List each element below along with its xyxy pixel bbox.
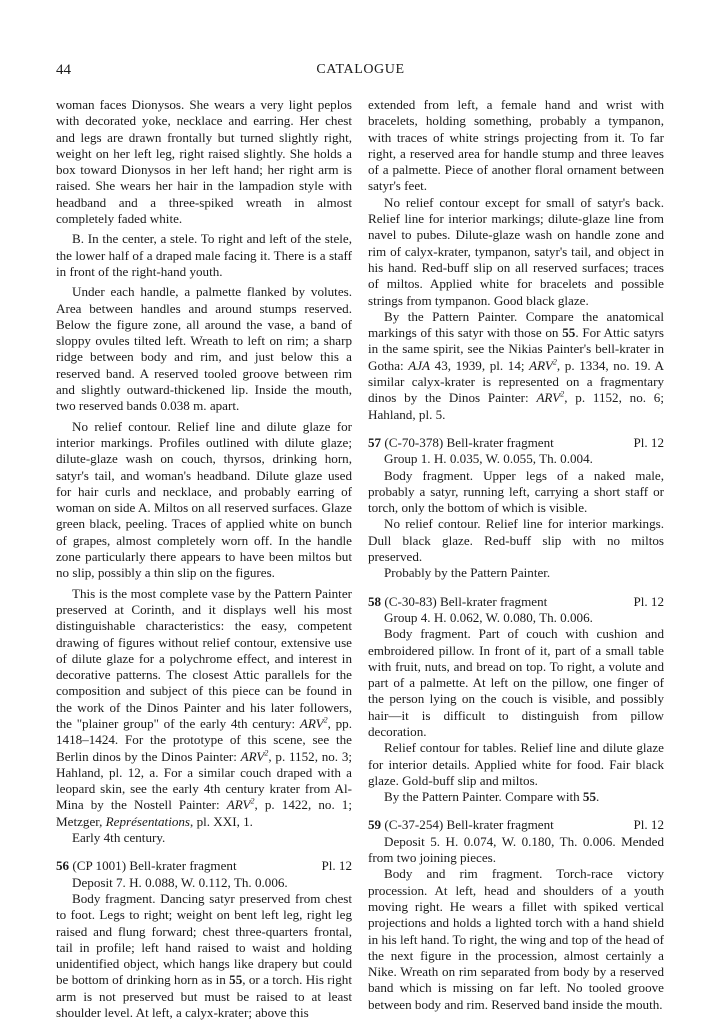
- entry-dimensions: Deposit 5. H. 0.074, W. 0.180, Th. 0.006. Mended from two joining pieces.: [368, 833, 664, 866]
- paragraph: Under each handle, a palmette flanked by volutes. Area between handles and around stumps reserved. Below the figure zone, all around the vase, a band of sloppy ovules tilted left. Wreath to left on rim; a sharp ridge between body and rim, and just below this a reserved band. A reserved tooled groove between rim and slightly outward-thickened lip. Inside the mouth, two reserved bands 0.038 m. apart.: [56, 284, 352, 414]
- entry-title: (CP 1001) Bell-krater fragment: [72, 858, 237, 874]
- entry-title: (C-30-83) Bell-krater fragment: [384, 593, 548, 609]
- entry-heading: [368, 817, 664, 833]
- cross-ref: 55: [562, 325, 576, 341]
- paragraph: By the Pattern Painter. Compare with 55.: [384, 789, 600, 805]
- arv-ref: ARV$^2$: [299, 715, 328, 731]
- right-column: [368, 97, 664, 1013]
- entry-59: [368, 817, 664, 1013]
- cross-ref: 55: [582, 789, 597, 805]
- arv-ref: ARV$^2$: [226, 797, 255, 813]
- entry-dimensions: Deposit 7. H. 0.088, W. 0.112, Th. 0.006.: [72, 874, 288, 890]
- plate-ref: Pl. 12: [633, 593, 664, 609]
- page-header: [56, 62, 665, 82]
- paragraph: No relief contour except for small of satyr's back. Relief line for interior markings; dilute-glaze line from navel to pubes. Dilute-glaze wash on handle zone and rim of calyx-krater, tympanon, satyr's tail, and object in his hand. Red-buff slip on all reserved surfaces; traces of miltos. Applied white for bracelets and possible strings from tympanon. Good black glaze.: [368, 194, 664, 308]
- plate-ref: Pl. 12: [321, 858, 352, 874]
- plate-ref: Pl. 12: [633, 434, 664, 450]
- cross-ref: 55: [229, 972, 243, 988]
- entry-57: [368, 435, 664, 582]
- paragraph: Body fragment. Upper legs of a naked male, probably a satyr, running left, carrying a short staff or torch, only the bottom of which is visible.: [368, 467, 664, 516]
- entry-title: (C-37-254) Bell-krater fragment: [384, 817, 554, 833]
- entry-number: 58: [368, 593, 382, 609]
- entry-heading: [368, 594, 664, 610]
- journal-ref: AJA: [408, 357, 431, 373]
- plate-ref: Pl. 12: [633, 817, 664, 833]
- entry-title: (C-70-378) Bell-krater fragment: [384, 434, 554, 450]
- paragraph: Body fragment. Part of couch with cushion and embroidered pillow. In front of it, part of a small table with fruit, nuts, and bread on top. To right, a volute and part of a palmette. At left on the pillow, one finger of the person lying on the couch is visible, and possibly hair—it is difficult to distinguish from pillow decoration.: [368, 626, 664, 739]
- entry-heading: [56, 858, 352, 874]
- entry-number: 57: [368, 434, 382, 450]
- reference-title: Représentations: [105, 813, 191, 829]
- page-number: 44: [56, 62, 71, 78]
- paragraph: B. In the center, a stele. To right and left of the stele, the lower half of a draped male facing it. There is a staff in front of the right-hand youth.: [56, 231, 352, 279]
- entry-number: 56: [56, 858, 70, 874]
- paragraph: Probably by the Pattern Painter.: [384, 565, 551, 581]
- paragraph: No relief contour. Relief line and dilute glaze for interior markings. Profiles outlined with dilute glaze; dilute-glaze wash on couch, thyrsos, drinking horn, satyr's tail, and woman's headband. Dilute glaze used for hair curls and necklace, and probably earring of woman on side A. Miltos on all reserved surfaces. Glaze green black, peeling. Traces of applied white on bunch of grapes, almost completely worn off. In the handle zone particularly there appears to have been miltos but no slip, possibly a thin slip on the figures.: [56, 418, 352, 581]
- paragraph: Body and rim fragment. Torch-race victory procession. At left, head and shoulders of a youth moving right. He wears a fillet with spiked vertical projections and holds a lighted torch with a hand shield in his left hand. To right, the wing and top of the head of the next figure in the procession, almost certainly a Nike. Wreath on rim separated from body by a reserved band which is missing on far left. No tooled groove between body and rim. Reserved band inside the mouth.: [368, 866, 664, 1012]
- arv-ref: ARV$^2$: [536, 389, 565, 406]
- paragraph: woman faces Dionysos. She wears a very light peplos with decorated yoke, necklace and earring. Her chest and legs are drawn frontally but turned slightly right, weight on her left leg, right raised slightly. She holds a box toward Dionysos in her left hand; her right arm is raised. She wears her hair in the lampadion style with headband and a three-spiked wreath in almost completely faded white.: [56, 97, 352, 227]
- entry-dimensions: Group 1. H. 0.035, W. 0.055, Th. 0.004.: [384, 451, 593, 467]
- arv-ref: ARV$^2$: [240, 748, 269, 764]
- paragraph: No relief contour. Relief line for interior markings. Dull black glaze. Red-buff slip with no miltos preserved.: [368, 516, 664, 565]
- paragraph: Relief contour for tables. Relief line and dilute glaze for interior details. Applied white for food. Fair black glaze. Gold-buff slip and miltos.: [368, 740, 664, 788]
- entry-heading: [368, 435, 664, 451]
- paragraph: extended from left, a female hand and wrist with bracelets, holding something, probably a tympanon, with traces of white strings projecting from it. To far right, a reserved area for handle stump and three leaves of a palmette. Piece of another floral ornament between satyr's feet.: [368, 97, 664, 194]
- left-column: [56, 97, 352, 1021]
- running-head: CATALOGUE: [316, 62, 405, 77]
- entry-58: [368, 594, 664, 806]
- entry-dimensions: Group 4. H. 0.062, W. 0.080, Th. 0.006.: [384, 609, 593, 625]
- entry-number: 59: [368, 817, 382, 833]
- paragraph: Body fragment. Dancing satyr preserved from chest to foot. Legs to right; weight on bent left leg, right leg raised and flung forward; chest three-quarters frontal, tail in profile; left hand raised to waist and holding unidentified object, which hangs like drapery but could be bottom of drinking horn as in 55, or a torch. His right arm is not preserved but must be raised to at least shoulder level. At left, a calyx-krater; above this: [56, 890, 352, 1021]
- discussion-paragraph: This is the most complete vase by the Pattern Painter preserved at Corinth, and it displays well his most distinguishable characteristics: the easy, competent drawing of figures without relief contour, extensive use of dilute glaze for a polychrome effect, and interest in decorative patterns. The closest Attic parallels for the composition and subject of this piece can be found in the work of the Dinos Painter and his later followers, the "plainer group" of the early 4th century: ARV$^2$, pp. 1418–1424. For the prototype of this scene, see the Berlin dinos by the Dinos Painter: ARV$^2$, p. 1152, no. 3; Hahland, pl. 12, a. For a similar couch draped with a leopard skin, see the early 4th century krater from Al-Mina by the Nostell Painter: ARV$^2$, p. 1422, no. 1; Metzger, Représentations, pl. XXI, 1.: [56, 585, 353, 829]
- paragraph: By the Pattern Painter. Compare the anatomical markings of this satyr with those on 55. For Attic satyrs in the same spirit, see the Nikias Painter's bell-krater in Gotha: AJA 43, 1939, pl. 14; ARV$^2$, p. 1334, no. 19. A similar calyx-krater is represented on a fragmentary dinos by the Dinos Painter: ARV$^2$, p. 1152, no. 6; Hahland, pl. 5.: [368, 308, 665, 422]
- arv-ref: ARV$^2$: [529, 357, 557, 373]
- entry-56: [56, 858, 352, 1021]
- date-line: Early 4th century.: [72, 830, 166, 846]
